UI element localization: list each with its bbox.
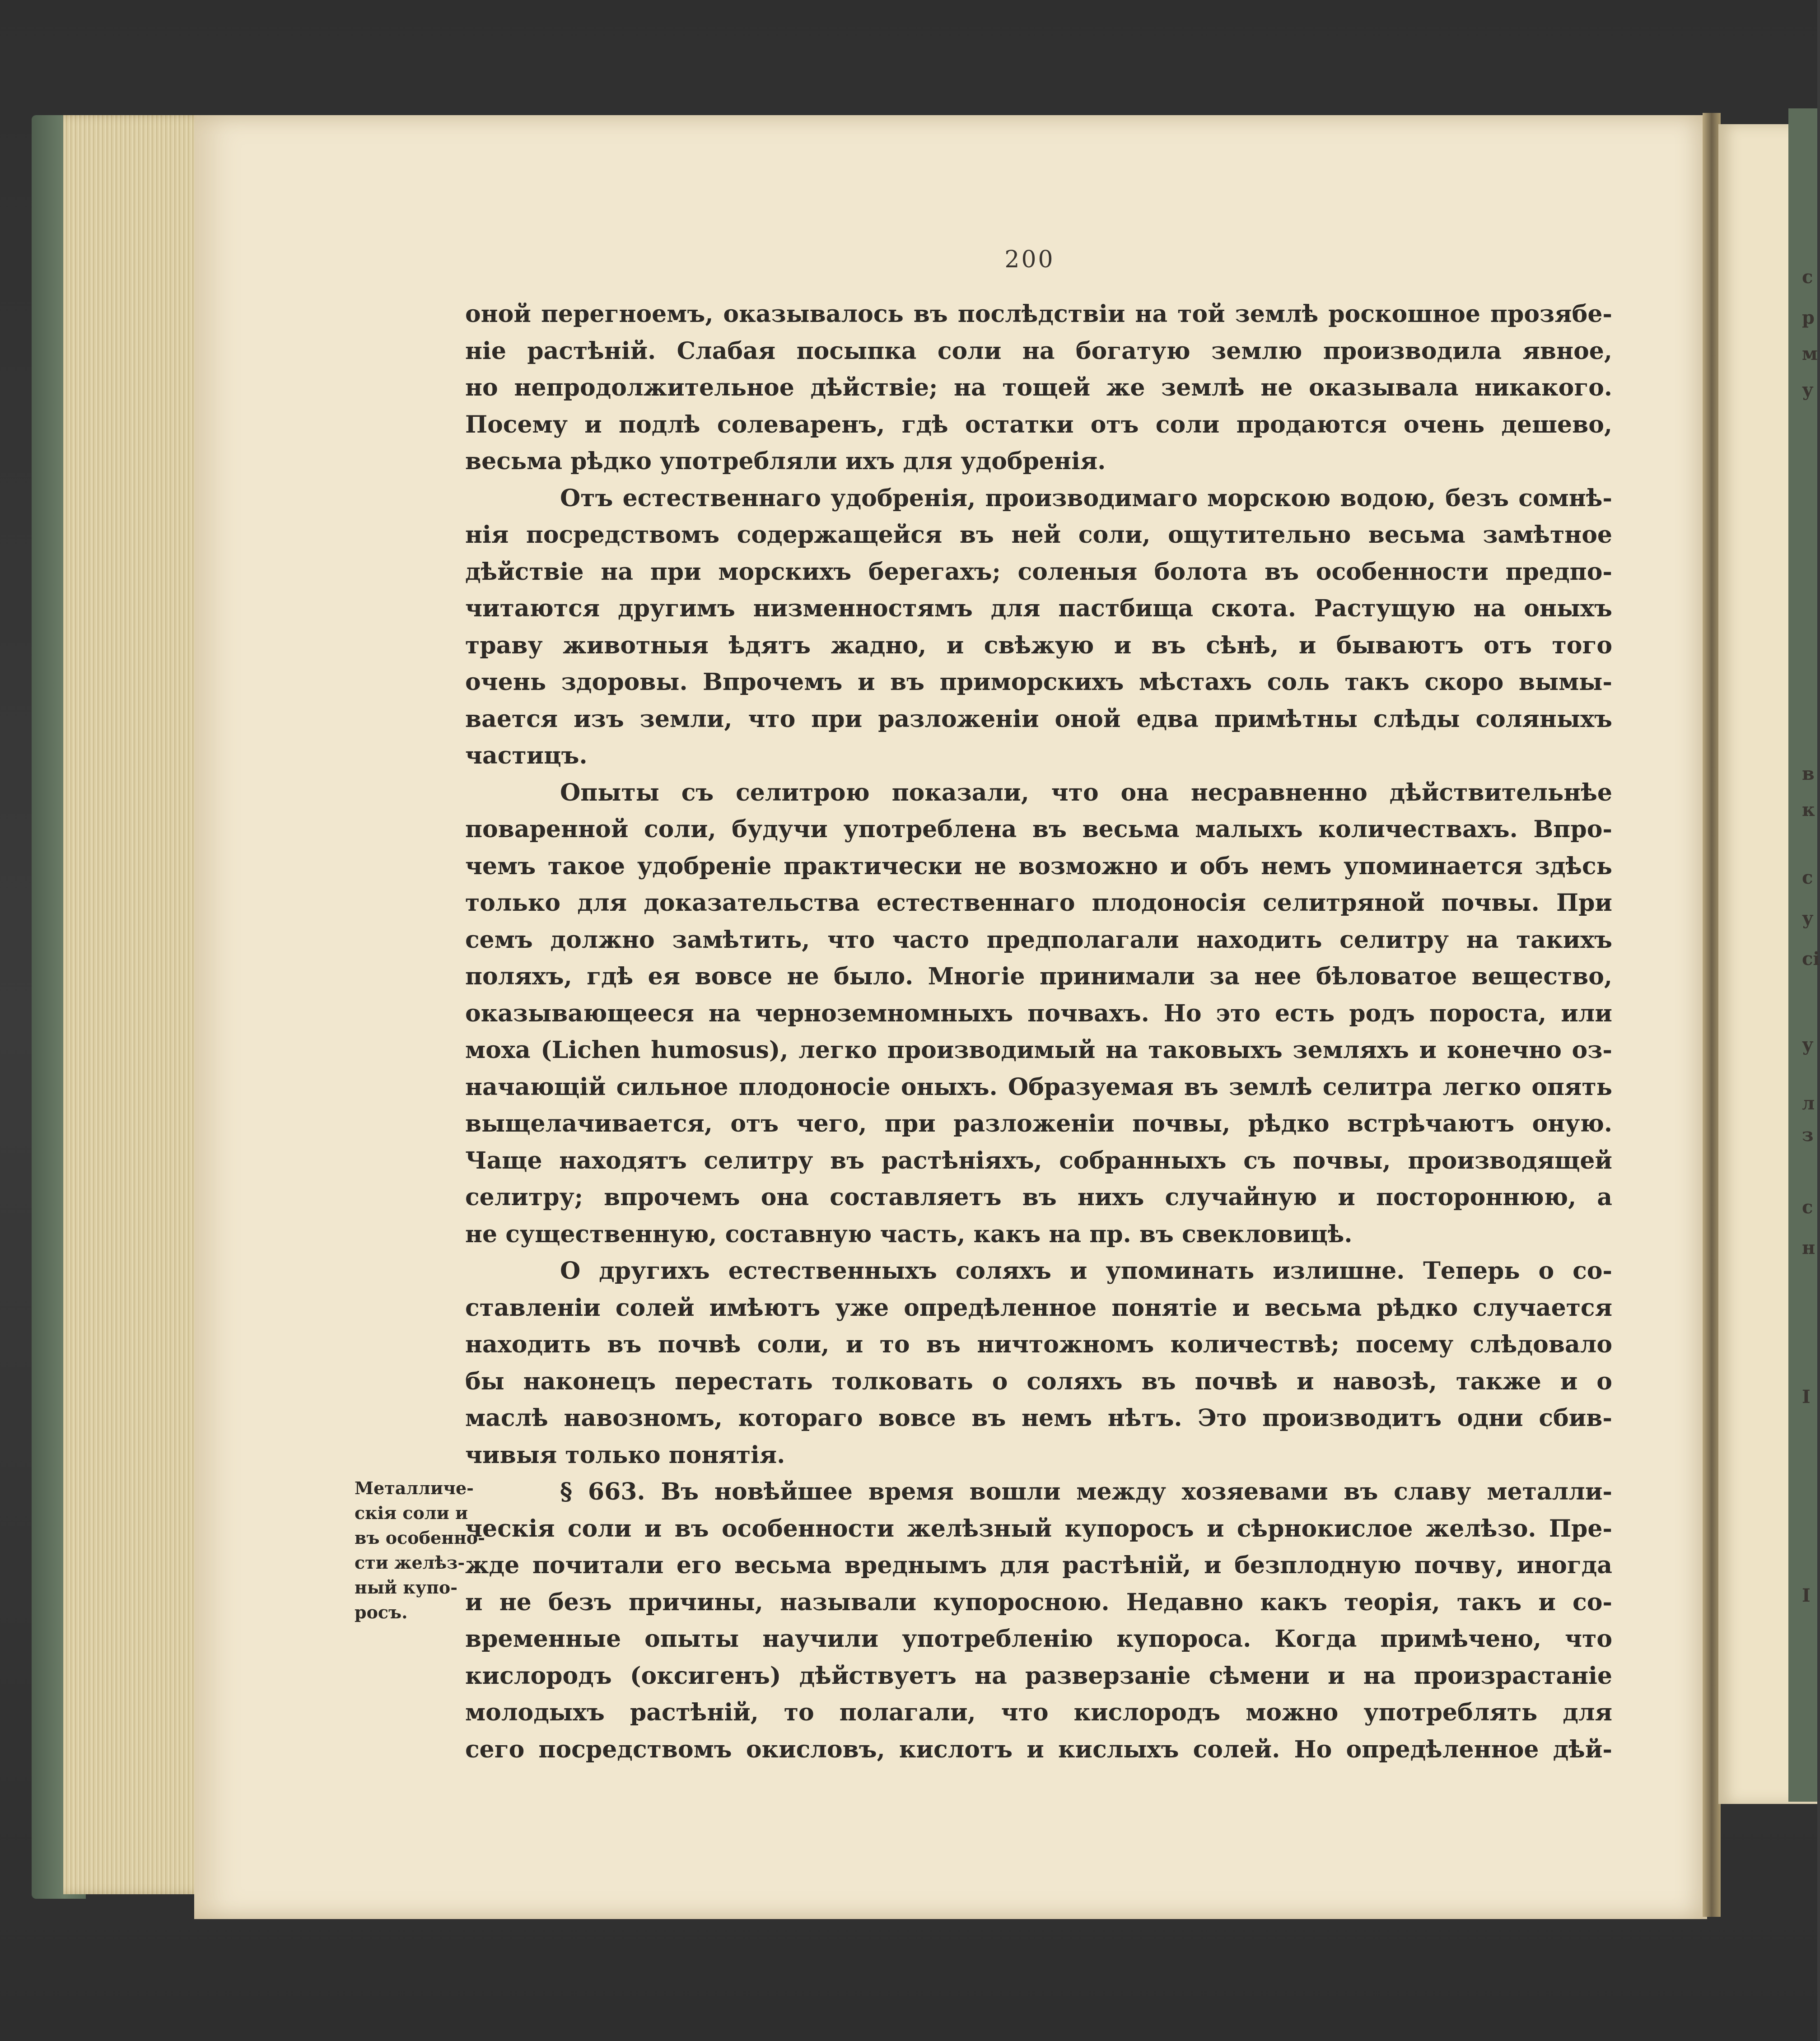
text-line: ческія соли и въ особенности желѣзный купоросъ и сѣрнокислое желѣзо. Пре- — [465, 1514, 1612, 1542]
margin-note-line: скія соли и — [355, 1503, 468, 1523]
facing-page-fragment: л — [1802, 1093, 1815, 1114]
margin-note — [355, 1476, 485, 1625]
margin-note-line: Металличе- — [355, 1478, 474, 1498]
text-line: жде почитали его весьма вреднымъ для растѣній, и безплодную почву, иногда — [465, 1552, 1612, 1579]
text-line: находить въ почвѣ соли, и то въ ничтожномъ количествѣ; посему слѣдовало — [465, 1331, 1612, 1358]
text-line: траву животныя ѣдятъ жадно, и свѣжую и въ сѣнѣ, и бываютъ отъ того — [465, 631, 1612, 659]
text-line: Посему и подлѣ солеваренъ, гдѣ остатки отъ соли продаются очень дешево, — [465, 410, 1612, 438]
facing-page-fragment: м — [1802, 343, 1818, 364]
text-line: ставленіи солей имѣютъ уже опредѣленное понятіе и весьма рѣдко случается — [465, 1294, 1612, 1322]
text-line: сего посредствомъ окисловъ, кислотъ и кислыхъ солей. Но опредѣленное дѣй- — [465, 1735, 1612, 1763]
text-line: не существенную, составную часть, какъ на пр. въ свекловицѣ. — [465, 1220, 1353, 1248]
text-line: маслѣ навозномъ, котораго вовсе въ немъ нѣтъ. Это производитъ одни сбив- — [465, 1404, 1612, 1432]
text-line: чивыя только понятія. — [465, 1441, 785, 1469]
facing-page-fragment: у — [1802, 379, 1814, 401]
facing-page-fragment: з — [1802, 1124, 1814, 1146]
text-line: нія посредствомъ содержащейся въ ней соли, ощутительно весьма замѣтное — [465, 521, 1612, 549]
text-line: оной перегноемъ, оказывалось въ послѣдствіи на той землѣ роскошное прозябе- — [465, 300, 1612, 328]
facing-page-fragment: с — [1802, 266, 1813, 288]
text-line: О другихъ естественныхъ соляхъ и упоминать излишне. Теперь о со- — [560, 1257, 1612, 1285]
text-line: очень здоровы. Впрочемъ и въ приморскихъ мѣстахъ соль такъ скоро вымы- — [465, 668, 1612, 696]
facing-page-fragment: с — [1802, 1197, 1813, 1218]
facing-page-fragment: к — [1802, 799, 1815, 820]
text-line: Отъ естественнаго удобренія, производимаго морскою водою, безъ сомнѣ- — [560, 484, 1612, 512]
margin-note-line: ный купо- — [355, 1577, 458, 1598]
text-line: вается изъ земли, что при разложеніи оной едва примѣтны слѣды соляныхъ — [465, 705, 1612, 733]
text-line: читаются другимъ низменностямъ для пастбища скота. Растущую на оныхъ — [465, 595, 1612, 622]
text-line: ніе растѣній. Слабая посыпка соли на богатую землю производила явное, — [465, 337, 1612, 365]
text-line: § 663. Въ новѣйшее время вошли между хозяевами въ славу металли- — [560, 1478, 1612, 1505]
page-number: 200 — [1004, 246, 1055, 273]
text-line: кислородъ (оксигенъ) дѣйствуетъ на разверзаніе сѣмени и на произрастаніе — [465, 1662, 1612, 1690]
facing-page-fragment: с — [1802, 867, 1813, 888]
text-line: выщелачивается, отъ чего, при разложеніи почвы, рѣдко встрѣчаютъ оную. — [465, 1110, 1612, 1137]
text-line: временные опыты научили употребленію купороса. Когда примѣчено, что — [465, 1625, 1612, 1653]
text-line: семъ должно замѣтить, что часто предполагали находить селитру на такихъ — [465, 926, 1612, 954]
text-line: селитру; впрочемъ она составляетъ въ нихъ случайную и постороннюю, а — [465, 1184, 1612, 1211]
facing-page-fragment: н — [1802, 1237, 1815, 1258]
text-line: дѣйствіе на при морскихъ берегахъ; соленыя болота въ особенности предпо- — [465, 558, 1612, 586]
text-line: чемъ такое удобреніе практически не возможно и объ немъ упоминается здѣсь — [465, 852, 1612, 880]
facing-page-fragment: I — [1802, 1585, 1811, 1606]
text-line: поляхъ, гдѣ ея вовсе не было. Многіе принимали за нее бѣловатое вещество, — [465, 963, 1612, 990]
text-line: только для доказательства естественнаго плодоносія селитряной почвы. При — [465, 889, 1612, 917]
margin-note-line: въ особенно- — [355, 1528, 485, 1548]
margin-note-line: сти желѣз- — [355, 1552, 465, 1573]
facing-page-fragment: І — [1802, 1386, 1811, 1407]
body-text — [465, 296, 1612, 1768]
text-line: и не безъ причины, называли купоросною. Недавно какъ теорія, такъ и со- — [465, 1588, 1612, 1616]
facing-page-fragment: в — [1802, 763, 1815, 784]
text-line: начающій сильное плодоносіе оныхъ. Образуемая въ землѣ селитра легко опять — [465, 1073, 1612, 1101]
facing-page-fragment: у — [1802, 908, 1814, 929]
text-line: моха (Lichen humosus), легко производимый на таковыхъ земляхъ и конечно оз- — [465, 1036, 1612, 1064]
facing-page-fragment: р — [1802, 307, 1815, 328]
text-line: частицъ. — [465, 742, 588, 769]
text-line: поваренной соли, будучи употреблена въ весьма малыхъ количествахъ. Впро- — [465, 815, 1612, 843]
text-line: Чаще находятъ селитру въ растѣніяхъ, собранныхъ съ почвы, производящей — [465, 1146, 1612, 1174]
facing-page-fragment: сі — [1802, 948, 1820, 969]
text-line: но непродолжительное дѣйствіе; на тощей же землѣ не оказывала никакого. — [465, 374, 1612, 401]
margin-note-line: росъ. — [355, 1602, 408, 1622]
text-line: оказывающееся на черноземномныхъ почвахъ. Но это есть родъ пороста, или — [465, 999, 1612, 1027]
facing-page-fragment: у — [1802, 1034, 1814, 1055]
text-line: Опыты съ селитрою показали, что она несравненно дѣйствительнѣе — [560, 778, 1612, 806]
book-gutter — [1703, 113, 1721, 1917]
page-edges — [63, 115, 212, 1894]
text-line: весьма рѣдко употребляли ихъ для удобренія. — [465, 447, 1106, 475]
text-line: бы наконецъ перестать толковать о соляхъ въ почвѣ и навозѣ, также и о — [465, 1367, 1612, 1395]
text-line: молодыхъ растѣній, то полагали, что кислородъ можно употреблять для — [465, 1699, 1612, 1726]
